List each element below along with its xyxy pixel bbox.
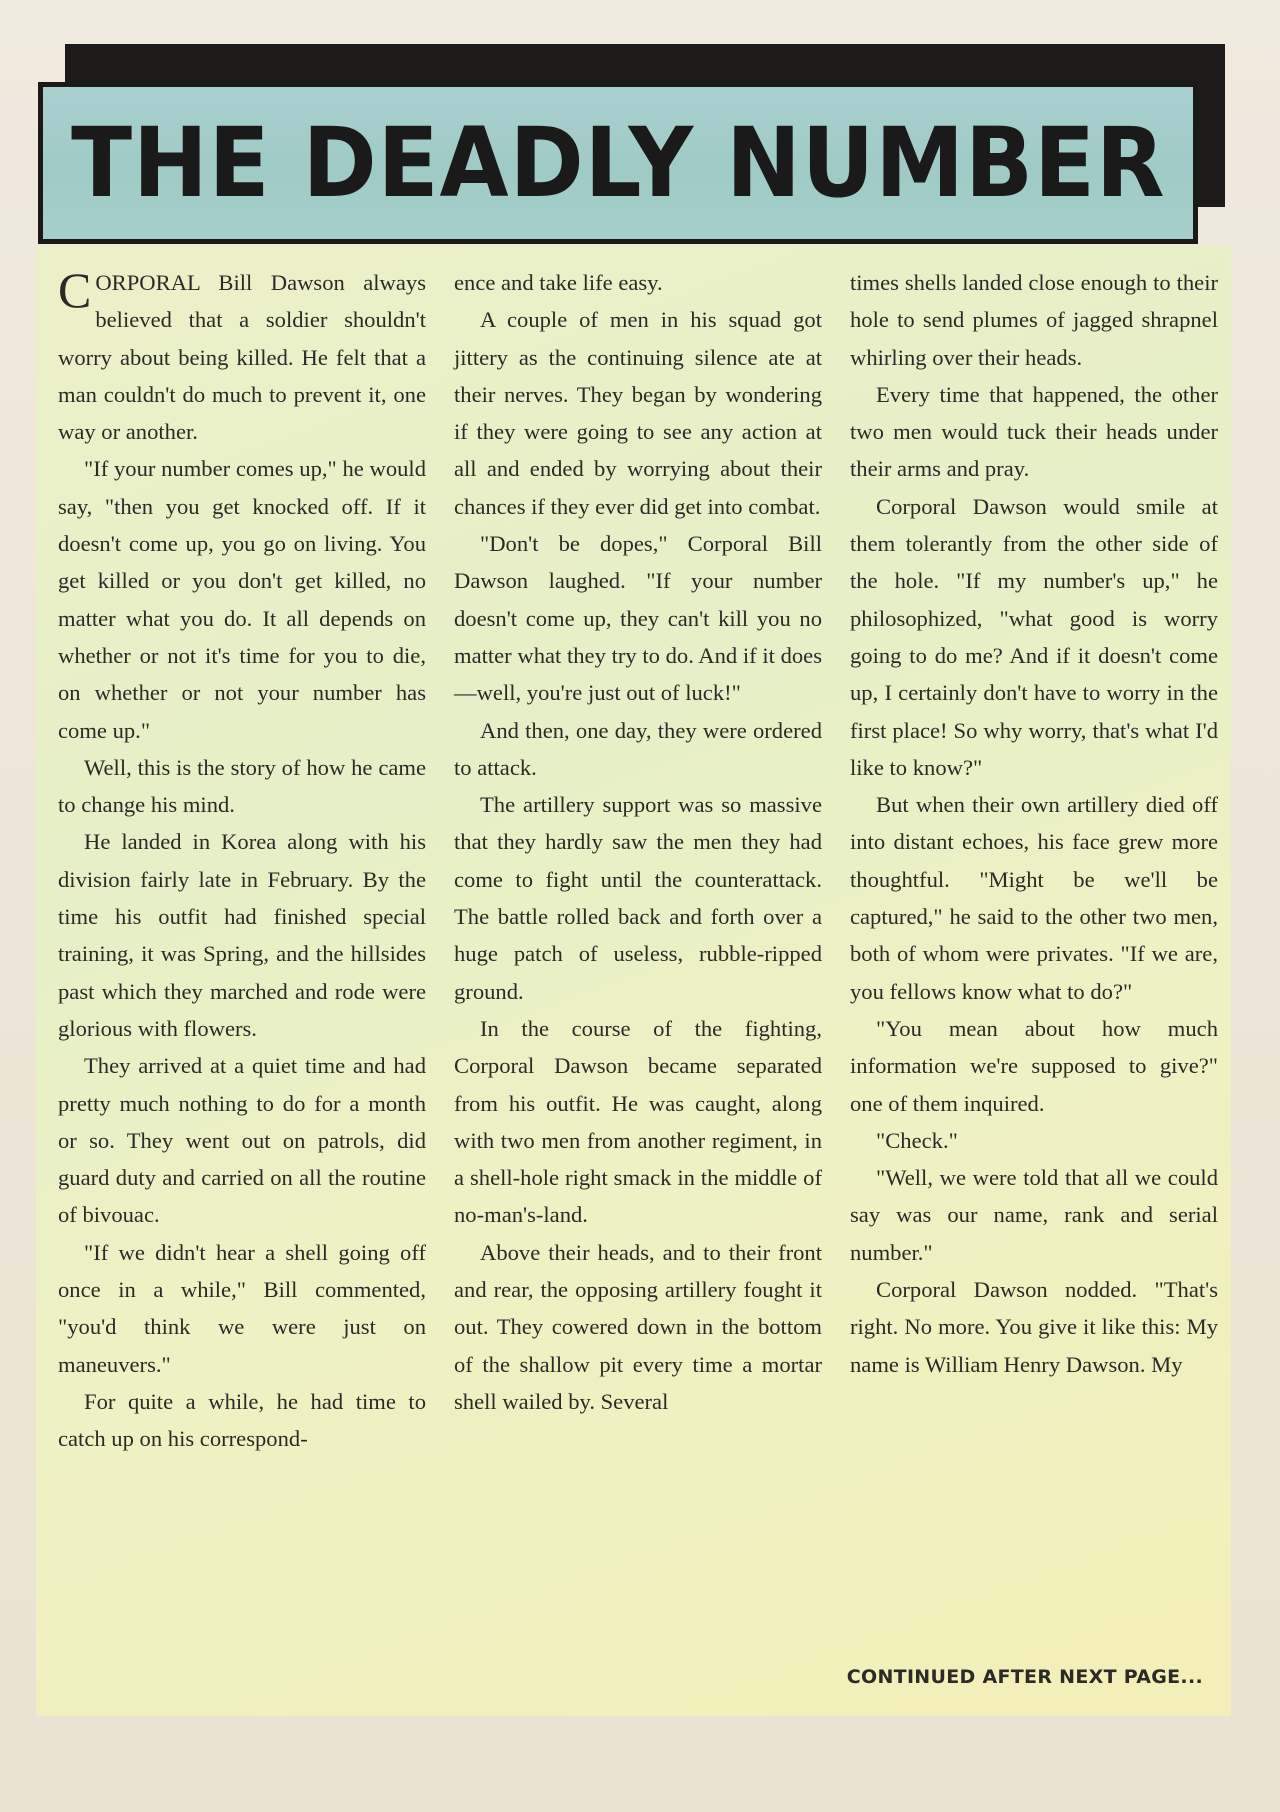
continued-note: CONTINUED AFTER NEXT PAGE... [846,1666,1203,1688]
paragraph: "Check." [876,1127,958,1153]
paragraph: They arrived at a quiet time and had pretty much nothing to do for a month or so. They went out on patrols, did guard duty and carried on all the routine of bivouac. [58,1053,426,1228]
paragraph: "You mean about how much information we're supposed to give?" one of them inquired. [850,1015,1218,1116]
paragraph: Corporal Dawson would smile at them tolerantly from the other side of the hole. "If my number's up," he philosophized, "what good is worry going to do me? And if it doesn't come up, I certainly don't have to worry in the first place! So why worry, that's what I'd like to know?" [850,493,1218,780]
paragraph: times shells landed close enough to their hole to send plumes of jagged shrapnel whirling over their heads. [850,270,1218,370]
paragraph: Above their heads, and to their front and rear, the opposing artillery fought it out. They cowered down in the bottom of the shallow pit every time a mortar shell wailed by. Several [454,1239,822,1414]
paragraph: "If your number comes up," he would say, "then you get knocked off. If it doesn't come up, you go on living. You get killed or you don't get killed, no matter what you do. It all depends on whether or not it's time for you to die, on whether or not your number has come up." [58,456,426,743]
paragraph: "Well, we were told that all we could say was our name, rank and serial number." [850,1165,1218,1265]
paragraph: He landed in Korea along with his division fairly late in February. By the time his outfit had finished special training, it was Spring, and the hillsides past which they marched and rode were glorious with flowers. [58,829,426,1041]
paragraph: Corporal Dawson nodded. "That's right. No more. You give it like this: My name is William Henry Dawson. My [850,1277,1218,1377]
text-columns [58,264,1218,1634]
text-column-3 [850,264,1218,1634]
paragraph: And then, one day, they were ordered to attack. [454,717,822,780]
title-banner [38,82,1198,244]
paragraph: In the course of the fighting, Corporal Dawson became separated from his outfit. He was caught, along with two men from another regiment, in a shell-hole right smack in the middle of no-man's-land. [454,1015,822,1228]
drop-cap: C [58,262,92,318]
text-column-1 [58,264,426,1634]
text-column-2 [454,264,822,1634]
paragraph: "Don't be dopes," Corporal Bill Dawson laughed. "If your number doesn't come up, they can't kill you no matter what they try to do. And if it does—well, you're just out of luck!" [454,531,822,706]
paragraph: The artillery support was so massive that they hardly saw the men they had come to fight until the counterattack. The battle rolled back and forth over a huge patch of useless, rubble-ripped ground. [454,792,822,1004]
paragraph: Every time that happened, the other two men would tuck their heads under their arms and pray. [850,381,1218,482]
paragraph: Well, this is the story of how he came to change his mind. [58,754,426,818]
story-title: THE DEADLY NUMBER [70,107,1166,219]
paragraph: But when their own artillery died off into distant echoes, his face grew more thoughtful. "Might be we'll be captured," he said to the other two men, both of whom were privates. "If we are, you fellows know what to do?" [850,792,1218,1004]
paragraph: For quite a while, he had time to catch up on his correspond- [58,1388,426,1452]
paragraph: "If we didn't hear a shell going off once in a while," Bill commented, "you'd think we were just on maneuvers." [58,1239,426,1377]
paragraph: ence and take life easy. [454,270,663,295]
story-panel [36,246,1231,1716]
paragraph: A couple of men in his squad got jittery as the continuing silence ate at their nerves. They began by wondering if they were going to see any action at all and ended by worrying about their chances if they ever did get into combat. [454,307,822,519]
paragraph: CORPORAL Bill Dawson always believed that a soldier shouldn't worry about being killed. He felt that a man couldn't do much to prevent it, one way or another. [58,262,426,445]
